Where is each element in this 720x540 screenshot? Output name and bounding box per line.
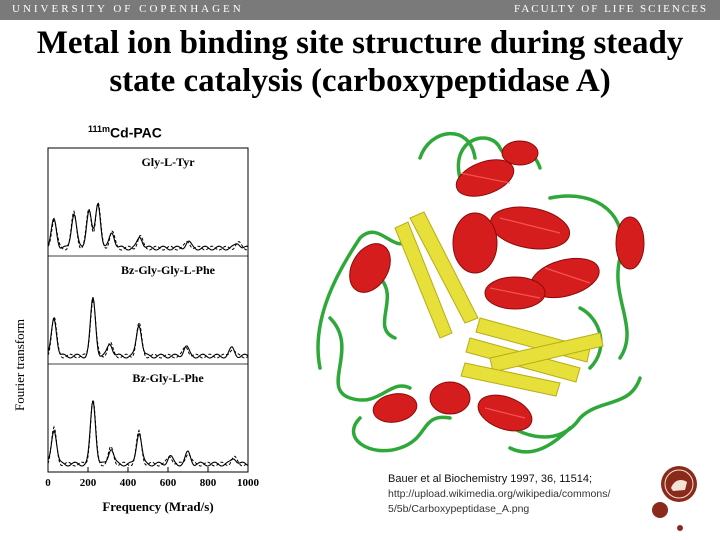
series-fit-line-2	[48, 300, 248, 358]
series-line-2	[48, 297, 248, 358]
citation-reference: Bauer et al Biochemistry 1997, 36, 11514;	[388, 473, 593, 485]
faculty-name: FACULTY OF LIFE SCIENCES	[514, 3, 708, 15]
university-name: UNIVERSITY OF COPENHAGEN	[12, 3, 244, 15]
series-line-1	[48, 204, 248, 250]
pac-label-text: Cd-PAC	[110, 124, 162, 141]
slide-title	[0, 24, 720, 100]
chart-y-axis-label: Fourier transform	[12, 318, 27, 412]
chart-marks	[45, 155, 259, 489]
pac-spectra-chart	[8, 140, 270, 518]
panel-label-3: Bz-Gly-L-Phe	[132, 371, 204, 385]
series-fit-line-1	[48, 202, 248, 250]
citation-url-line-1: http://upload.wikimedia.org/wikipedia/commons/	[388, 488, 611, 500]
x-tick-label: 400	[119, 477, 137, 489]
panel-label-2: Bz-Gly-Gly-L-Phe	[121, 263, 215, 277]
chart-frame	[48, 148, 248, 472]
pac-label	[88, 124, 162, 141]
slide-title-line-2: state catalysis (carboxypeptidase A)	[109, 63, 611, 99]
x-tick-label: 1000	[237, 477, 259, 489]
series-fit-line-3	[48, 400, 248, 466]
citation	[388, 472, 610, 517]
carboxypeptidase-a-structure-image	[300, 118, 660, 468]
pac-label-isotope: 111m	[88, 124, 111, 134]
citation-url-line-2: 5/5b/Carboxypeptidase_A.png	[388, 503, 530, 515]
decorative-dots	[650, 500, 690, 536]
chart-x-axis-label: Frequency (Mrad/s)	[102, 499, 214, 514]
x-tick-label: 0	[45, 477, 51, 489]
x-tick-label: 600	[159, 477, 177, 489]
x-tick-label: 200	[79, 477, 97, 489]
chart-plot-border	[48, 148, 248, 472]
x-tick-label: 800	[199, 477, 217, 489]
header-bar	[0, 0, 720, 20]
series-line-3	[48, 401, 248, 466]
slide-title-line-1: Metal ion binding site structure during steady	[36, 25, 684, 61]
university-seal-logo	[659, 464, 699, 504]
panel-label-1: Gly-L-Tyr	[141, 155, 195, 169]
